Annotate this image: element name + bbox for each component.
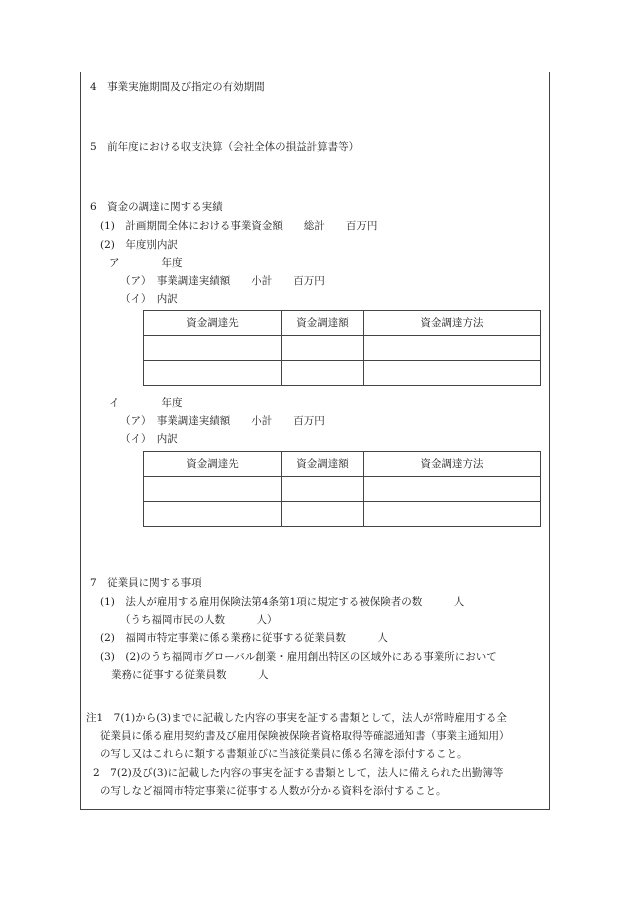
note-1-line-2: 従業員に係る雇用契約書及び雇用保険被保険者資格取得等確認通知書（事業主通知用）	[100, 730, 510, 742]
table-cell[interactable]	[282, 502, 364, 527]
table-row	[144, 502, 541, 527]
table-row	[144, 361, 541, 386]
note-1-line-1: 注1 7(1)から(3)までに記載した内容の事実を証する書類として，法人が常時雇用する全	[86, 712, 507, 724]
header-fund-method: 資金調達方法	[364, 452, 541, 477]
header-fund-method: 資金調達方法	[364, 311, 541, 336]
table-cell[interactable]	[282, 477, 364, 502]
table-cell[interactable]	[364, 502, 541, 527]
header-fund-source: 資金調達先	[144, 452, 282, 477]
table-header-row	[144, 311, 541, 336]
year-a-fund-table	[143, 310, 541, 386]
header-fund-source: 資金調達先	[144, 311, 282, 336]
table-cell[interactable]	[364, 361, 541, 386]
year-i-label: イ 年度	[109, 397, 183, 409]
section-7-item-2: (2) 福岡市特定事業に係る業務に従事する従業員数 人	[100, 632, 388, 644]
section-6-item-2: (2) 年度別内訳	[100, 239, 178, 251]
table-cell[interactable]	[282, 361, 364, 386]
year-a-breakdown: （イ） 内訳	[120, 293, 178, 305]
table-cell[interactable]	[364, 477, 541, 502]
section-6-title: 6 資金の調達に関する実績	[90, 201, 223, 213]
table-row	[144, 477, 541, 502]
section-7-title: 7 従業員に関する事項	[90, 577, 202, 589]
note-1-line-3: の写し又はこれらに類する書類並びに当該従業員に係る名簿を添付すること。	[100, 748, 468, 760]
year-i-fund-table	[143, 451, 541, 527]
table-cell[interactable]	[144, 502, 282, 527]
header-fund-amount: 資金調達額	[282, 452, 364, 477]
table-cell[interactable]	[144, 477, 282, 502]
year-i-breakdown: （イ） 内訳	[120, 433, 178, 445]
table-cell[interactable]	[144, 361, 282, 386]
year-i-actual-amount: （ア） 事業調達実績額 小計 百万円	[120, 415, 325, 427]
table-cell[interactable]	[282, 336, 364, 361]
section-7-item-3: (3) (2)のうち福岡市グローバル創業・雇用創出特区の区域外にある事業所において	[100, 651, 497, 663]
note-2-line-2: の写しなど福岡市特定事業に従事する人数が分かる資料を添付すること。	[100, 785, 447, 797]
section-6-item-1: (1) 計画期間全体における事業資金額 総計 百万円	[100, 220, 378, 232]
year-a-label: ア 年度	[109, 257, 183, 269]
table-header-row	[144, 452, 541, 477]
note-2-line-1: 2 7(2)及び(3)に記載した内容の事実を証する書類として，法人に備えられた出勤簿等	[93, 767, 504, 779]
header-fund-amount: 資金調達額	[282, 311, 364, 336]
year-a-actual-amount: （ア） 事業調達実績額 小計 百万円	[120, 275, 325, 287]
section-5-title: 5 前年度における収支決算（会社全体の損益計算書等）	[90, 141, 360, 153]
section-7-item-1: (1) 法人が雇用する雇用保険法第4条第1項に規定する被保険者の数 人	[100, 596, 465, 608]
table-cell[interactable]	[144, 336, 282, 361]
table-row	[144, 336, 541, 361]
section-7-item-1-residents: （うち福岡市民の人数 人）	[120, 614, 278, 626]
section-4-title: 4 事業実施期間及び指定の有効期間	[90, 81, 265, 93]
section-7-item-3-continued: 業務に従事する従業員数 人	[111, 669, 269, 681]
table-cell[interactable]	[364, 336, 541, 361]
